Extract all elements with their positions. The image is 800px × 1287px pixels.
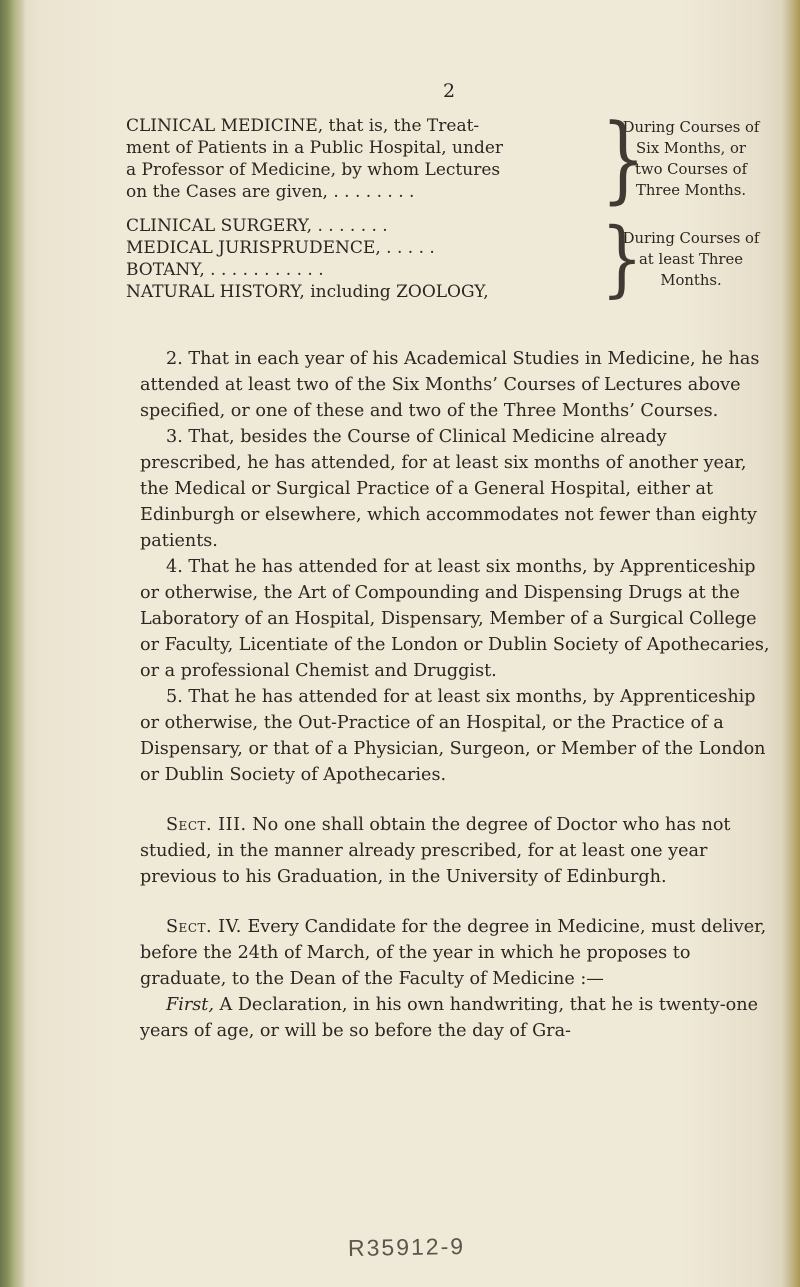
six-month-courses: [126, 115, 601, 203]
course-line: NATURAL HISTORY, including ZOOLOGY,: [126, 282, 489, 302]
three-month-course-group: [126, 210, 760, 307]
first-requirement: [140, 992, 770, 1044]
brace-icon: }: [601, 102, 646, 214]
regulation-paragraph: 5. That he has attended for at least six months, by Apprenticeship or otherwise, the Out-Practice of an Hospital, or the Practice of a Dispensary, or that of a Physician, Surgeon, or Member of the London or Dublin Society of Apothecaries.: [140, 687, 766, 785]
section-text: Every Candidate for the degree in Medicine, must deliver, before the 24th of March, of the year in which he proposes to graduate, to the Dean of the Faculty of Medicine :—: [140, 917, 767, 989]
duration-line: Six Months, or: [636, 140, 746, 157]
section-iii: [140, 812, 770, 890]
regulation-paragraph: 3. That, besides the Course of Clinical Medicine already prescribed, he has attended, for at least six months of another year, the Medical or Surgical Practice of a General Hospital, either at Edinburgh or elsewhere, which accommodates not fewer than eighty patients.: [140, 427, 757, 551]
section-heading: Sect. IV.: [166, 917, 242, 937]
course-line: CLINICAL SURGERY, . . . . . . .: [126, 216, 388, 236]
section-iv: [140, 914, 770, 992]
regulation-paragraph: 2. That in each year of his Academical Studies in Medicine, he has attended at least two of the Six Months’ Courses of Lectures above specified, or one of these and two of the Three Months’ Courses.: [140, 349, 760, 421]
binding-spine: [0, 0, 26, 1287]
page-edge: [782, 0, 800, 1287]
duration-line: Three Months.: [635, 182, 747, 199]
duration-line: During Courses of: [622, 229, 760, 247]
course-line: CLINICAL MEDICINE, that is, the Treat-: [126, 116, 480, 136]
requirement-text: A Declaration, in his own handwriting, that he is twenty-one years of age, or will be so before the day of Gra-: [140, 995, 759, 1041]
course-line: MEDICAL JURISPRUDENCE, . . . . .: [126, 238, 435, 258]
six-month-course-group: [126, 102, 760, 214]
duration-line: two Courses of: [634, 161, 748, 178]
page-number: 2: [443, 80, 456, 102]
duration-line: at least Three: [638, 250, 743, 268]
catalog-stamp: R35912-9: [347, 1232, 466, 1262]
course-line: ment of Patients in a Public Hospital, under: [126, 138, 504, 158]
course-line: a Professor of Medicine, by whom Lectures: [126, 160, 501, 180]
section-text: No one shall obtain the degree of Doctor who has not studied, in the manner already prescribed, for at least one year previous to his Graduation, in the University of Edinburgh.: [140, 815, 731, 887]
three-month-courses: [126, 215, 601, 303]
brace-icon: }: [601, 210, 643, 307]
course-list: [126, 102, 760, 315]
section-heading: Sect. III.: [166, 815, 247, 835]
regulation-paragraph: 4. That he has attended for at least six months, by Apprenticeship or otherwise, the Art of Compounding and Dispensing Drugs at the Laboratory of an Hospital, Dispensary, Member of a Surgical College or Faculty, Licentiate of the London or Dublin Society of Apothecaries, or a professional Chemist and Druggist.: [140, 557, 770, 681]
course-line: BOTANY, . . . . . . . . . . .: [126, 260, 324, 280]
section-spacer: [140, 788, 770, 812]
duration-line: Months.: [660, 271, 722, 289]
regulations-text: [140, 346, 770, 1044]
duration-line: During Courses of: [622, 119, 760, 136]
course-line: on the Cases are given, . . . . . . . .: [126, 182, 415, 202]
requirement-label: First,: [166, 995, 214, 1015]
section-spacer: [140, 890, 770, 914]
